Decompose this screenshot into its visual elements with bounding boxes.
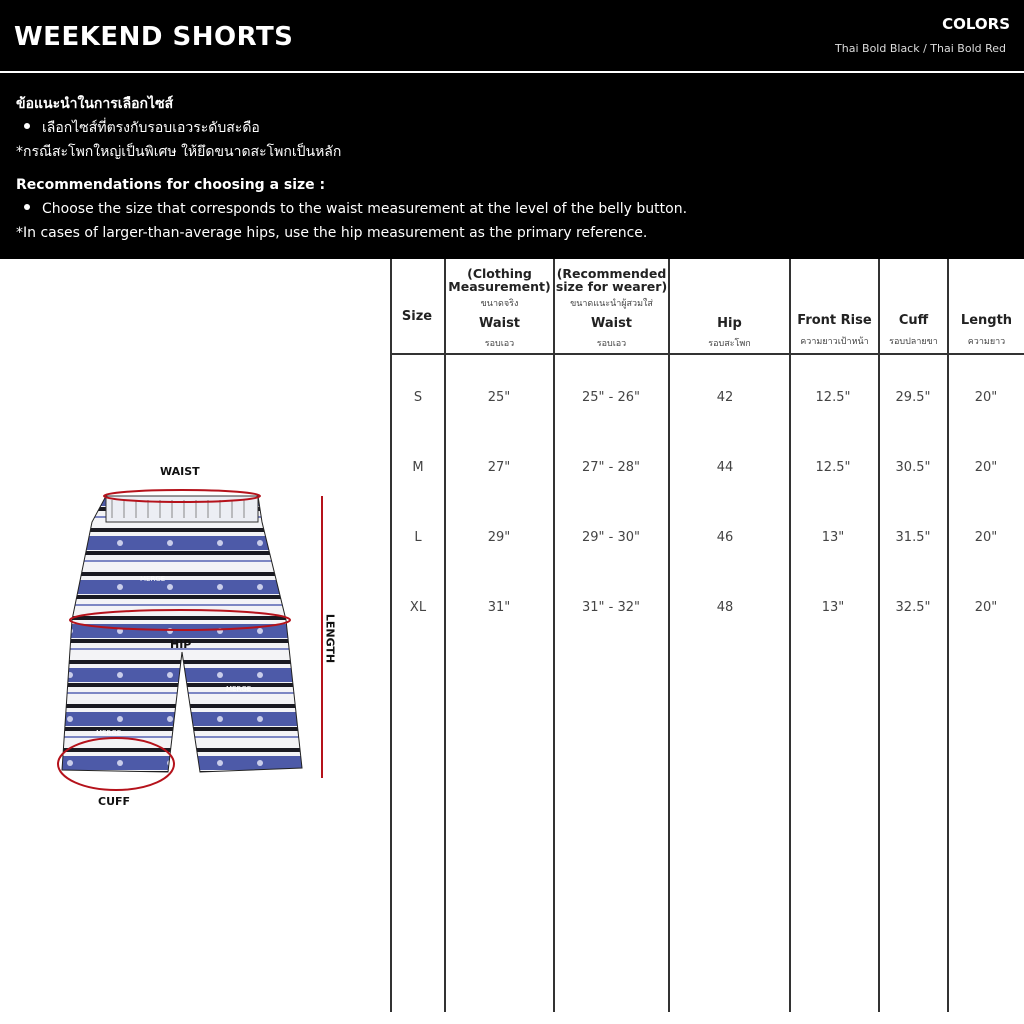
- print-text: MERGE: [96, 729, 122, 737]
- column-header-hip: [670, 259, 789, 353]
- table-cell: 13": [821, 530, 845, 545]
- column-header-qualifier-th: ขนาดจริง: [480, 299, 519, 309]
- column-header-label: Size: [401, 309, 433, 324]
- table-cell: 29": [487, 530, 511, 545]
- column-header-label-th: รอบปลายขา: [889, 337, 938, 347]
- table-vertical-rule: [444, 259, 446, 1012]
- table-cell: 20": [974, 390, 998, 405]
- table-cell: 30.5": [895, 460, 931, 475]
- table-cell: 25" - 26": [582, 390, 640, 405]
- table-cell: 42: [716, 390, 734, 405]
- hip-label: HIP: [170, 638, 192, 651]
- th-bullet-text: เลือกไซส์ที่ตรงกับรอบเอวระดับสะดือ: [42, 120, 260, 136]
- table-cell: 20": [974, 600, 998, 615]
- table-vertical-rule: [947, 259, 949, 1012]
- en-bullet-text: Choose the size that corresponds to the waist measurement at the level of the belly button.: [42, 201, 688, 217]
- table-cell-size: XL: [409, 600, 427, 615]
- column-header-waist-clothing: [446, 259, 553, 353]
- table-cell: 27": [487, 460, 511, 475]
- column-header-label: Waist: [590, 316, 633, 331]
- en-recommendation-note: *In cases of larger-than-average hips, use the hip measurement as the primary reference.: [16, 225, 648, 241]
- column-header-label-th: ความยาว: [967, 337, 1006, 347]
- th-recommendation-note: *กรณีสะโพกใหญ่เป็นพิเศษ ให้ยึดขนาดสะโพกเป็นหลัก: [16, 144, 342, 160]
- column-header-qualifier: (Clothing Measurement): [448, 266, 551, 294]
- column-header-label: Cuff: [898, 313, 929, 328]
- column-header-cuff: [880, 259, 947, 353]
- table-vertical-rule: [789, 259, 791, 1012]
- product-title: WEEKEND SHORTS: [14, 22, 294, 52]
- print-text: MERGE: [140, 575, 166, 583]
- table-cell: 27" - 28": [582, 460, 640, 475]
- print-text: MERGE: [226, 685, 252, 693]
- table-cell: 12.5": [815, 460, 851, 475]
- table-cell: 25": [487, 390, 511, 405]
- length-label: LENGTH: [323, 613, 337, 664]
- table-cell: 32.5": [895, 600, 931, 615]
- cuff-label: CUFF: [98, 795, 131, 808]
- table-cell: 46: [716, 530, 734, 545]
- column-header-label: Length: [960, 313, 1013, 328]
- colors-label: COLORS: [942, 15, 1010, 33]
- recommendations-block: [0, 73, 1024, 259]
- colors-value: Thai Bold Black / Thai Bold Red: [835, 42, 1006, 55]
- shorts-illustration: [0, 260, 390, 1024]
- table-cell: 31": [487, 600, 511, 615]
- column-header-label-th: รอบสะโพก: [708, 339, 751, 349]
- bullet-icon: [24, 204, 30, 210]
- table-cell: 31" - 32": [582, 600, 640, 615]
- table-vertical-rule: [390, 259, 392, 1012]
- table-cell: 44: [716, 460, 734, 475]
- table-header-rule: [390, 353, 1024, 355]
- table-cell: 31.5": [895, 530, 931, 545]
- table-cell: 12.5": [815, 390, 851, 405]
- table-cell: 20": [974, 530, 998, 545]
- table-cell: 48: [716, 600, 734, 615]
- column-header-qualifier-th: ขนาดแนะนำผู้สวมใส่: [570, 299, 653, 309]
- column-header-qualifier: (Recommended size for wearer): [555, 266, 668, 294]
- column-header-size: [390, 259, 444, 353]
- en-recommendation-bullet: [24, 201, 687, 217]
- table-cell: 29.5": [895, 390, 931, 405]
- th-recommendation-bullet: [24, 117, 260, 139]
- table-cell-size: M: [412, 460, 424, 475]
- table-cell: 20": [974, 460, 998, 475]
- table-vertical-rule: [553, 259, 555, 1012]
- table-vertical-rule: [878, 259, 880, 1012]
- column-header-label: Front Rise: [797, 313, 872, 328]
- column-header-label: Hip: [717, 316, 742, 331]
- waist-label: WAIST: [160, 465, 200, 478]
- column-header-length: [949, 259, 1024, 353]
- column-header-label-th: รอบเอว: [596, 339, 627, 349]
- table-cell-size: L: [414, 530, 422, 545]
- header-bar: [0, 0, 1024, 72]
- size-table: [390, 259, 1024, 1012]
- column-header-waist-recommended: [555, 259, 668, 353]
- bullet-icon: [24, 123, 30, 129]
- column-header-label-th: ความยาวเป้าหน้า: [800, 337, 869, 347]
- table-cell-size: S: [413, 390, 423, 405]
- table-cell: 29" - 30": [582, 530, 640, 545]
- column-header-front-rise: [791, 259, 878, 353]
- table-cell: 13": [821, 600, 845, 615]
- en-recommendation-heading: Recommendations for choosing a size :: [16, 177, 326, 193]
- table-vertical-rule: [668, 259, 670, 1012]
- th-recommendation-heading: ข้อแนะนำในการเลือกไซส์: [16, 96, 174, 112]
- column-header-label: Waist: [478, 316, 521, 331]
- column-header-label-th: รอบเอว: [484, 339, 515, 349]
